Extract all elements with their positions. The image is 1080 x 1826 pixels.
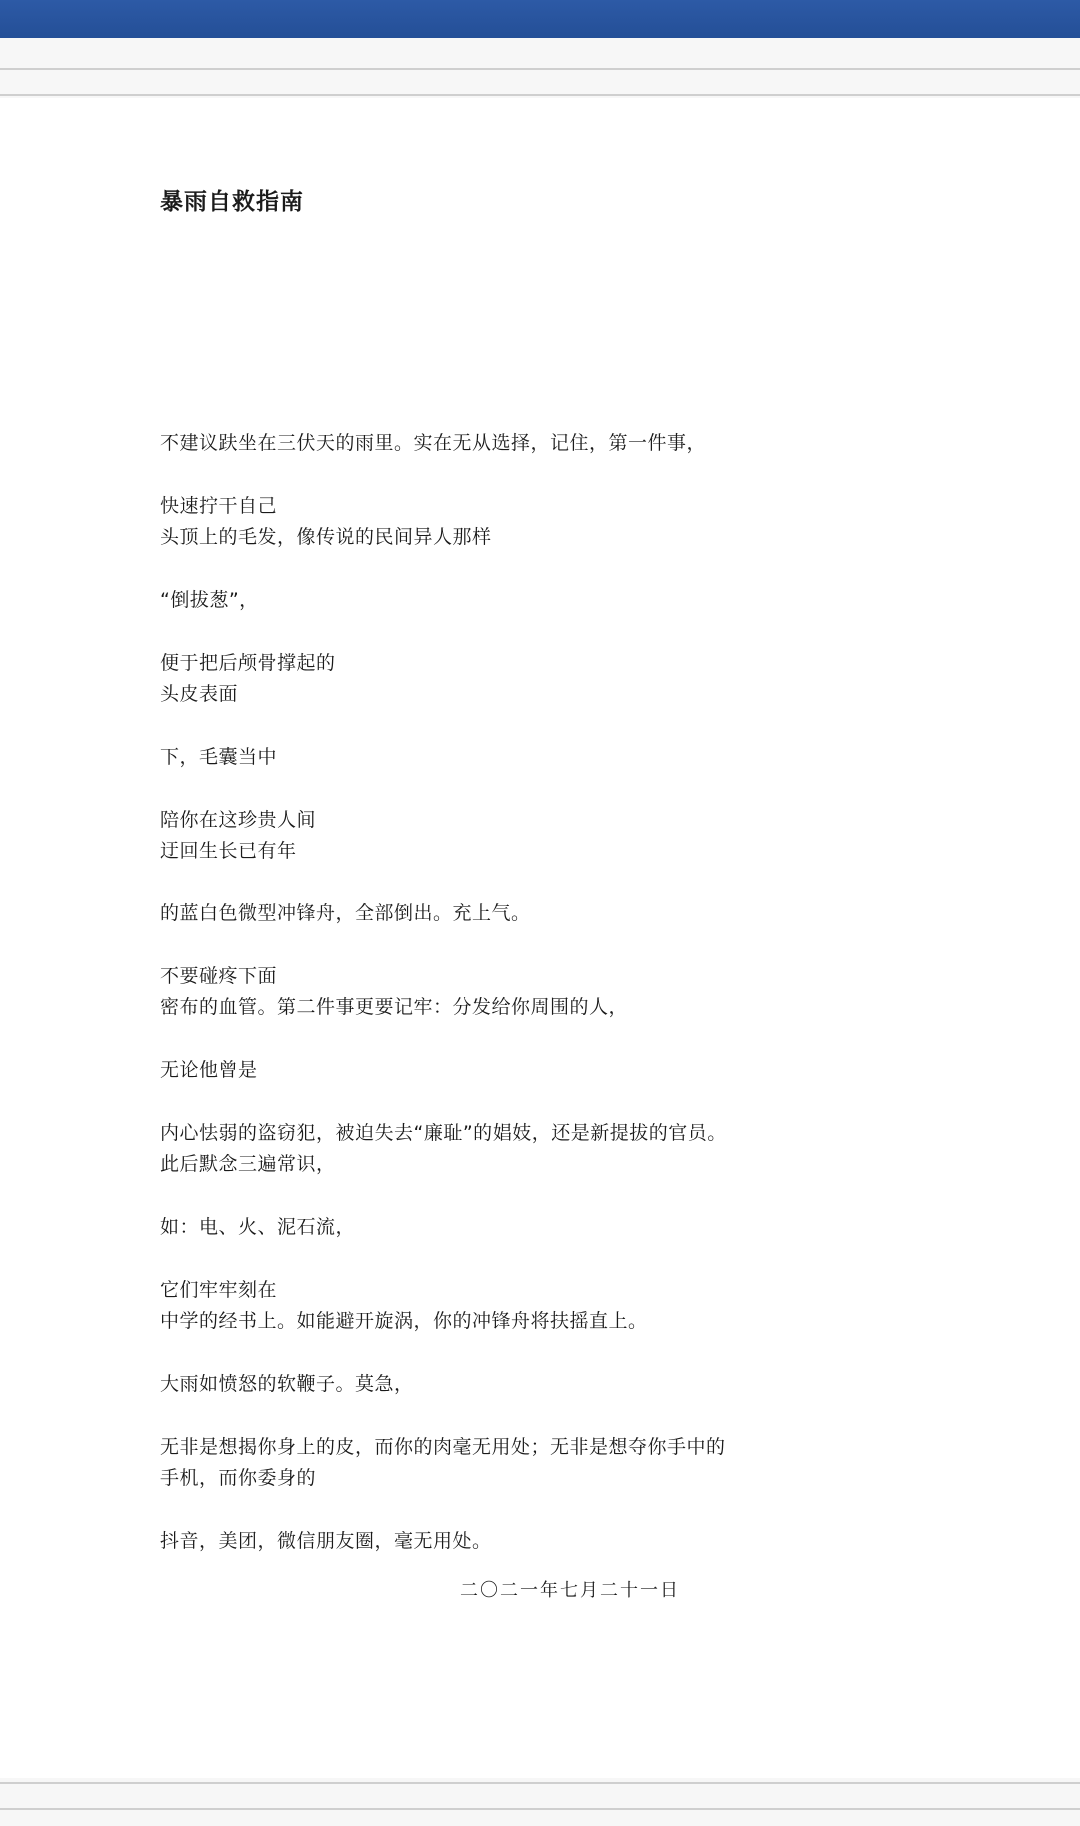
poem-line: “倒拔葱”， (160, 589, 259, 611)
poem-line: 便于把后颅骨撑起的 (160, 652, 336, 674)
divider (0, 1782, 1080, 1784)
poem-line: 中学的经书上。如能避开旋涡，你的冲锋舟将扶摇直上。 (160, 1310, 648, 1332)
poem-line: 头顶上的毛发，像传说的民间异人那样 (160, 526, 492, 548)
toolbar-strip (0, 38, 1080, 98)
poem-line: 无非是想揭你身上的皮，而你的肉毫无用处；无非是想夺你手中的 (160, 1436, 726, 1458)
poem-line: 的蓝白色微型冲锋舟，全部倒出。充上气。 (160, 902, 531, 924)
bottom-strip (0, 1778, 1080, 1826)
divider (0, 68, 1080, 70)
poem-line: 如：电、火、泥石流， (160, 1216, 356, 1238)
poem-line: 它们牢牢刻在 (160, 1279, 278, 1301)
document-title: 暴雨自救指南 (160, 189, 304, 215)
poem-line: 头皮表面 (160, 683, 239, 705)
poem-line: 下，毛囊当中 (160, 746, 278, 768)
poem-line: 陪你在这珍贵人间 (160, 809, 317, 831)
poem-line: 手机，而你委身的 (160, 1467, 317, 1489)
poem-line: 不要碰疼下面 (160, 965, 278, 987)
poem-line: 内心怯弱的盗窃犯，被迫失去“廉耻”的娼妓，还是新提拔的官员。 (160, 1122, 727, 1144)
poem-line: 此后默念三遍常识， (160, 1153, 336, 1175)
poem-line: 迂回生长已有年 (160, 840, 297, 862)
divider (0, 94, 1080, 96)
top-app-bar (0, 0, 1080, 38)
document-date: 二〇二一年七月二十一日 (460, 1580, 680, 1601)
divider (0, 1808, 1080, 1810)
poem-line: 抖音，美团，微信朋友圈，毫无用处。 (160, 1530, 492, 1552)
poem-line: 密布的血管。第二件事更要记牢：分发给你周围的人， (160, 996, 629, 1018)
poem-line: 无论他曾是 (160, 1059, 258, 1081)
poem-line: 不建议趺坐在三伏天的雨里。实在无从选择，记住，第一件事， (160, 432, 707, 454)
poem-line: 快速拧干自己 (160, 495, 278, 517)
poem-line: 大雨如愤怒的软鞭子。莫急， (160, 1373, 414, 1395)
